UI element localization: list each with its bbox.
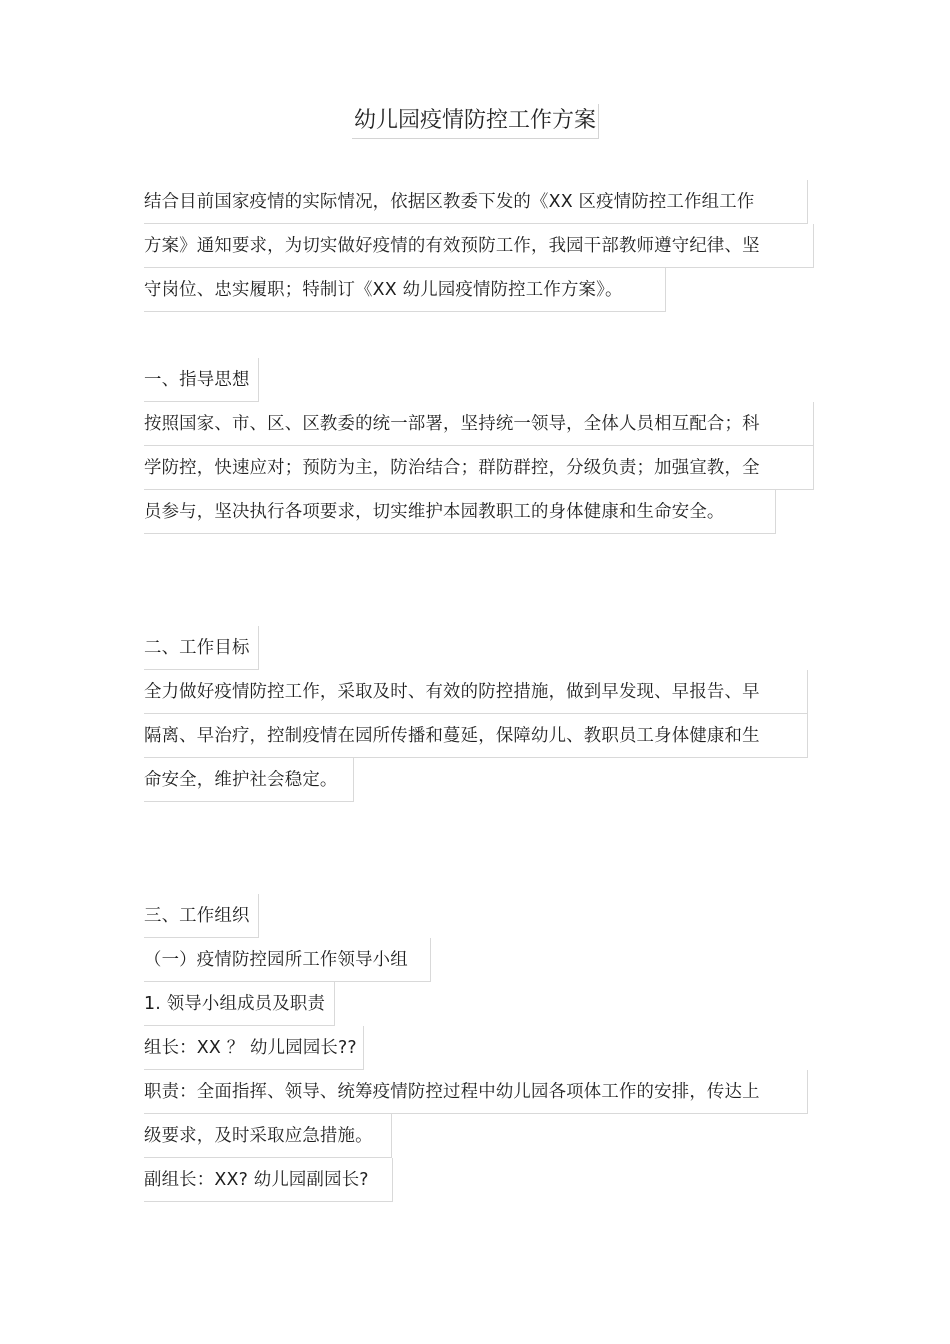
section3-duty-line-1: 职责：全面指挥、领导、统筹疫情防控过程中幼儿园各项体工作的安排，传达上 xyxy=(144,1070,808,1114)
document-title: 幼儿园疫情防控工作方案 xyxy=(352,104,599,139)
section3-leader: 组长：XX ？ 幼儿园园长?? xyxy=(144,1026,364,1070)
section2-line-2: 隔离、早治疗，控制疫情在园所传播和蔓延，保障幼儿、教职员工身体健康和生 xyxy=(144,714,808,758)
intro-line-2: 方案》通知要求，为切实做好疫情的有效预防工作，我园干部教师遵守纪律、坚 xyxy=(144,224,814,268)
section2-line-3: 命安全，维护社会稳定。 xyxy=(144,758,354,802)
section3-heading: 三、工作组织 xyxy=(144,894,259,938)
section3-item-1: 1. 领导小组成员及职责 xyxy=(144,982,335,1026)
section1-line-2: 学防控，快速应对；预防为主，防治结合；群防群控，分级负责；加强宣教，全 xyxy=(144,446,814,490)
section1-heading: 一、指导思想 xyxy=(144,358,259,402)
section2-heading: 二、工作目标 xyxy=(144,626,259,670)
intro-line-3: 守岗位、忠实履职；特制订《XX 幼儿园疫情防控工作方案》。 xyxy=(144,268,666,312)
section2-line-1: 全力做好疫情防控工作，采取及时、有效的防控措施，做到早发现、早报告、早 xyxy=(144,670,808,714)
section3-subheading: （一）疫情防控园所工作领导小组 xyxy=(144,938,431,982)
section1-line-3: 员参与，坚决执行各项要求，切实维护本园教职工的身体健康和生命安全。 xyxy=(144,490,776,534)
intro-line-1: 结合目前国家疫情的实际情况，依据区教委下发的《XX 区疫情防控工作组工作 xyxy=(144,180,808,224)
section3-duty-line-2: 级要求，及时采取应急措施。 xyxy=(144,1114,392,1158)
section3-deputy: 副组长：XX? 幼儿园副园长? xyxy=(144,1158,393,1202)
section1-line-1: 按照国家、市、区、区教委的统一部署，坚持统一领导，全体人员相互配合；科 xyxy=(144,402,814,446)
